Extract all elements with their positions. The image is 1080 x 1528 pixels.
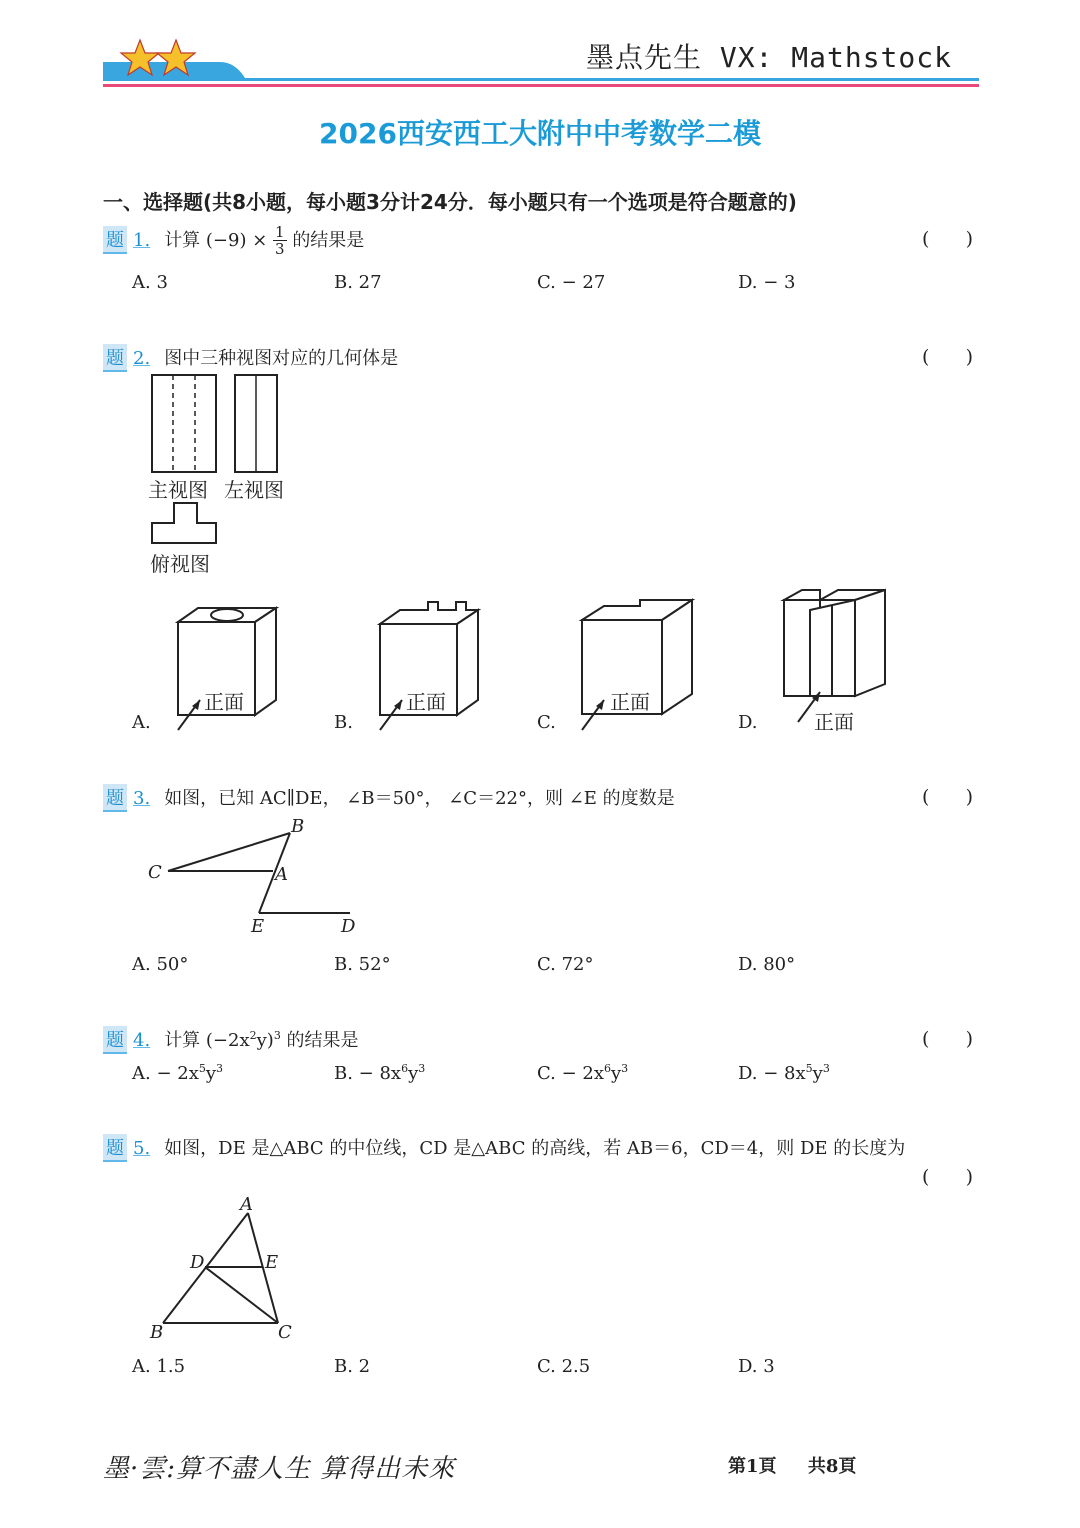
option-d: D. 3 (738, 1356, 775, 1377)
page-title: 2026西安西工大附中中考数学二模 (319, 117, 761, 150)
option-d: D. − 3 (738, 272, 796, 293)
question-3 (103, 784, 675, 812)
option-a: A. (132, 712, 151, 733)
top-view-label: 俯视图 (150, 552, 210, 576)
option-c: C. − 27 (537, 272, 606, 293)
front-face-label: 正面 (814, 710, 854, 734)
option-c: C. 72° (537, 954, 594, 975)
answer-bracket: ( ) (922, 1166, 974, 1188)
page-total: 共8頁 (807, 1456, 857, 1477)
option-d: D. (738, 712, 758, 733)
question-number: 1. (133, 229, 151, 251)
answer-bracket: ( ) (922, 228, 974, 250)
front-face-label: 正面 (204, 690, 244, 714)
fraction: $\frac{1}{3}$ (275, 223, 285, 258)
question-tag: 题 (103, 344, 127, 372)
three-views-figure (140, 368, 310, 558)
option-a: A. 50° (132, 954, 189, 975)
solid-option-c (572, 596, 702, 736)
answer-bracket: ( ) (922, 786, 974, 808)
point-label-b: B (291, 816, 305, 837)
question-text: 如图，已知 AC∥DE， ∠B＝50°， ∠C＝22°，则 ∠E 的度数是 (164, 788, 675, 809)
front-face-label: 正面 (406, 690, 446, 714)
front-face-label: 正面 (610, 690, 650, 714)
point-label-e: E (251, 916, 265, 937)
left-view-label: 左视图 (224, 478, 284, 502)
option-d: D. − $8x^5y^3$ (738, 1062, 830, 1084)
option-b: B. 2 (334, 1356, 371, 1377)
question-number: 3. (133, 788, 151, 809)
option-a: A. 3 (132, 272, 168, 293)
option-d: D. 80° (738, 954, 796, 975)
option-b: B. 27 (334, 272, 382, 293)
question-5 (103, 1134, 905, 1162)
question-number: 4. (133, 1030, 151, 1051)
question-text: 计算 $(-2x^2y)^3$ 的结果是 (164, 1029, 359, 1051)
point-label-c: C (278, 1322, 292, 1343)
question-tag: 题 (103, 226, 127, 254)
point-label-b: B (150, 1322, 164, 1343)
answer-bracket: ( ) (922, 1028, 974, 1050)
option-b: B. − $8x^6y^3$ (334, 1062, 426, 1084)
point-label-e: E (265, 1252, 279, 1273)
option-c: C. (537, 712, 556, 733)
point-label-d: D (190, 1252, 205, 1273)
front-view-label: 主视图 (148, 478, 208, 502)
question-tag: 题 (103, 1026, 127, 1054)
option-a: A. − $2x^5y^3$ (132, 1062, 224, 1084)
option-b: B. 52° (334, 954, 391, 975)
point-label-d: D (341, 916, 356, 937)
question-1 (103, 224, 364, 257)
question-text: 计算 (−9) × $\frac{1}{3}$ 的结果是 (164, 223, 365, 258)
option-b: B. (334, 712, 353, 733)
option-a: A. 1.5 (132, 1356, 186, 1377)
question-4 (103, 1026, 359, 1054)
option-c: C. 2.5 (537, 1356, 591, 1377)
option-c: C. − $2x^6y^3$ (537, 1062, 629, 1084)
question-number: 2. (133, 348, 151, 369)
page-number (728, 1452, 856, 1478)
solid-option-d (780, 586, 895, 726)
point-label-a: A (275, 864, 288, 885)
point-label-c: C (148, 862, 162, 883)
question-tag: 题 (103, 1134, 127, 1162)
answer-bracket: ( ) (922, 346, 974, 368)
page-current: 第1頁 (728, 1456, 777, 1477)
point-label-a: A (240, 1194, 253, 1215)
section-heading: 一、选择题(共8小题，每小题3分计24分．每小题只有一个选项是符合题意的) (103, 190, 797, 214)
question-tag: 题 (103, 784, 127, 812)
header-brand: 墨点先生 VX: Mathstock (585, 41, 952, 74)
question-text: 图中三种视图对应的几何体是 (164, 348, 399, 369)
question-text: 如图，DE 是△ABC 的中位线，CD 是△ABC 的高线，若 AB＝6，CD＝4，则 DE 的长度为 (164, 1138, 906, 1159)
footer-motto: 墨·雲:算不盡人生 算得出未來 (103, 1454, 456, 1484)
question-number: 5. (133, 1138, 151, 1159)
